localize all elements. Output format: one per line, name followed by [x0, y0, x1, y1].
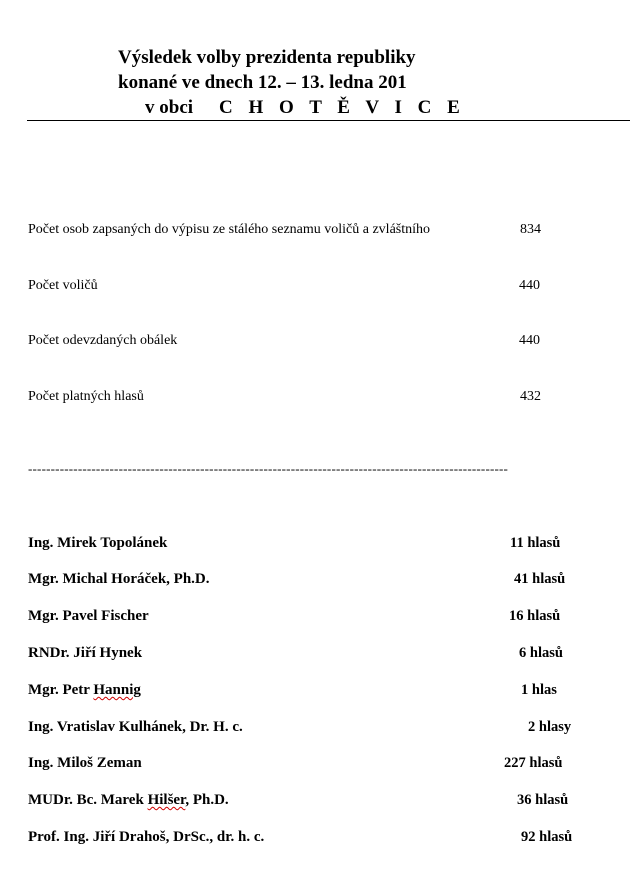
candidate-name [28, 792, 229, 809]
municipality-name: C H O T Ě V I C E [219, 97, 466, 118]
stat-label-valid-votes: Počet platných hlasů [28, 389, 144, 404]
candidate-votes: 1 hlas [521, 682, 557, 698]
stat-label-envelopes: Počet odevzdaných obálek [28, 333, 178, 348]
candidate-name: RNDr. Jiří Hynek [28, 645, 143, 661]
spellcheck-flagged-word: Hannig [93, 682, 141, 698]
candidate-name-part: , Ph.D. [185, 792, 229, 808]
candidate-name: Mgr. Michal Horáček, Ph.D. [28, 571, 210, 587]
document-title-line1: Výsledek volby prezidenta republiky [118, 47, 416, 68]
candidate-name: Ing. Vratislav Kulhánek, Dr. H. c. [28, 719, 243, 735]
candidate-name: Ing. Miloš Zeman [28, 755, 142, 771]
document-title-line2: konané ve dnech 12. – 13. ledna 201 [118, 72, 407, 93]
stat-value-valid-votes: 432 [520, 389, 541, 404]
document-title-line3 [145, 96, 465, 120]
stat-label-voters: Počet voličů [28, 278, 98, 293]
stat-value-voters: 440 [519, 278, 540, 293]
candidate-name-part: MUDr. Bc. Marek [28, 792, 148, 808]
municipality-prefix: v obci [145, 97, 194, 118]
stat-value-envelopes: 440 [519, 333, 540, 348]
candidate-votes: 2 hlasy [528, 719, 572, 735]
candidate-votes: 16 hlasů [509, 608, 561, 624]
candidate-votes: 227 hlasů [504, 755, 563, 771]
header-rule [27, 120, 630, 121]
candidate-name: Ing. Mirek Topolánek [28, 535, 168, 551]
spellcheck-flagged-word: Hilšer [147, 792, 186, 808]
stat-value-registered: 834 [520, 222, 541, 237]
candidate-votes: 6 hlasů [519, 645, 563, 661]
candidate-votes: 92 hlasů [521, 829, 573, 845]
candidate-name-part: Mgr. Petr [28, 682, 94, 698]
candidate-name [28, 682, 141, 699]
candidate-votes: 11 hlasů [510, 535, 561, 551]
candidate-name: Prof. Ing. Jiří Drahoš, DrSc., dr. h. c. [28, 829, 265, 845]
candidate-votes: 36 hlasů [517, 792, 569, 808]
stat-label-registered: Počet osob zapsaných do výpisu ze stálého seznamu voličů a zvláštního [28, 222, 431, 237]
candidate-name: Mgr. Pavel Fischer [28, 608, 149, 624]
dashed-separator: ---------------------------------------------------------------------------------------------------------- [28, 461, 509, 476]
candidate-votes: 41 hlasů [514, 571, 566, 587]
